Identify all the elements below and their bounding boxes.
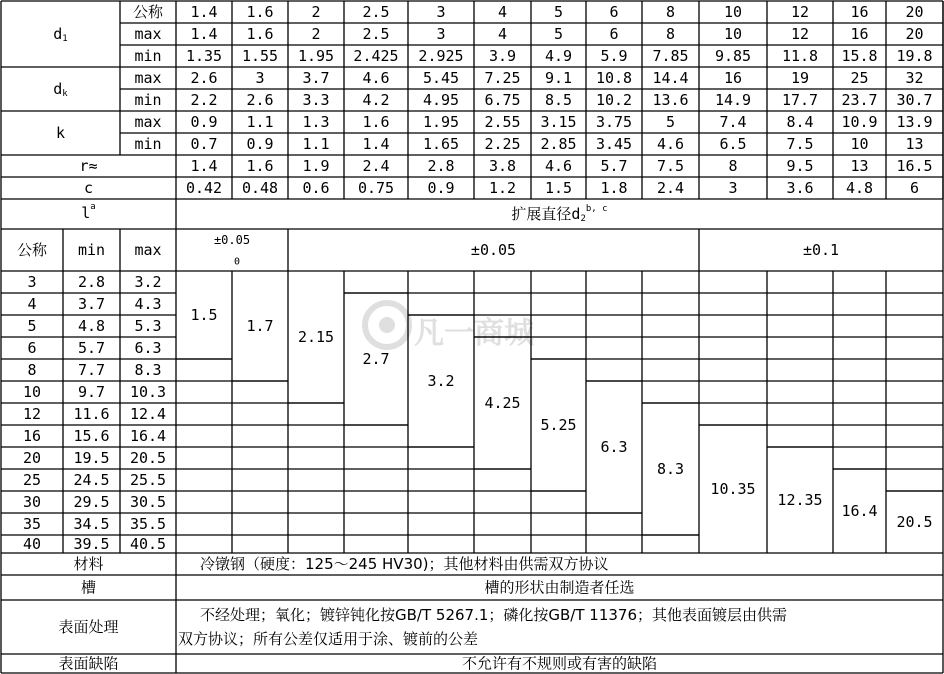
k-max-cell: 2.55	[484, 113, 521, 131]
k-max-cell: 3.75	[595, 113, 633, 131]
sub-label-3: max	[134, 69, 162, 87]
d2-value: 5.25	[540, 416, 577, 434]
d1-nominal-cell: 10	[723, 3, 743, 21]
dk-min-cell: 17.7	[781, 91, 819, 109]
d1-label: $d_1$	[53, 25, 68, 44]
c-value-cell: 1.8	[600, 179, 628, 197]
d1-min-cell: 4.9	[544, 47, 573, 65]
k-max-cell: 10.9	[841, 113, 878, 131]
watermark-text: 凡一商城	[414, 316, 534, 351]
l-max-cell: 4.3	[134, 295, 162, 313]
d1-max-cell: 4	[497, 25, 508, 43]
l-nominal-cell: 16	[22, 427, 42, 445]
c-value-cell: 3	[728, 179, 738, 197]
dk-min-cell: 14.9	[714, 91, 752, 109]
l-max-cell: 25.5	[129, 471, 167, 489]
r-value-cell: 1.6	[246, 157, 274, 175]
dk-min-cell: 2.6	[246, 91, 274, 109]
l-max-cell: 8.3	[134, 361, 162, 379]
d1-max-cell: 6	[609, 25, 619, 43]
d2-value: 1.5	[190, 306, 218, 324]
dk-max-cell: 10.8	[595, 69, 633, 87]
d1-max-cell: 2.5	[362, 25, 390, 43]
d1-nominal-cell: 2.5	[362, 3, 390, 21]
l-nominal-cell: 8	[27, 361, 37, 379]
l-min-cell: 24.5	[73, 471, 110, 489]
d2-value: 16.4	[841, 502, 878, 520]
c-value-cell: 0.6	[302, 179, 330, 197]
l-max-cell: 10.3	[129, 383, 167, 401]
dk-max-cell: 25	[850, 69, 869, 87]
dk-label: $d_k$	[53, 80, 68, 99]
c-value-cell: 1.5	[544, 179, 573, 197]
dk-min-cell: 8.5	[544, 91, 573, 109]
k-min-cell: 7.5	[786, 135, 814, 153]
d1-max-cell: 20	[905, 25, 924, 43]
r-value-cell: 8	[728, 157, 738, 175]
dk-min-cell: 4.95	[422, 91, 460, 109]
d2-value: 2.15	[297, 328, 335, 346]
c-label: c	[83, 179, 94, 197]
l-max-header: max	[134, 241, 162, 259]
sub-label-4: min	[134, 91, 162, 109]
c-value-cell: 6	[909, 179, 920, 197]
l-min-cell: 29.5	[73, 493, 110, 511]
d1-max-cell: 1.4	[190, 25, 218, 43]
surface-label: 表面处理	[58, 618, 119, 636]
c-value-cell: 0.9	[427, 179, 455, 197]
k-max-cell: 5	[665, 113, 676, 131]
r-label: r≈	[79, 157, 98, 175]
dk-max-cell: 9.1	[544, 69, 573, 87]
l-nominal-cell: 10	[22, 383, 42, 401]
tol-first-line2: 0	[233, 256, 241, 268]
dk-min-cell: 10.2	[595, 91, 633, 109]
dk-min-cell: 4.2	[362, 91, 390, 109]
l-nominal-cell: 12	[22, 405, 42, 423]
d2-value: 2.7	[362, 350, 390, 368]
k-min-cell: 1.4	[362, 135, 390, 153]
d1-max-cell: 1.6	[246, 25, 274, 43]
d1-max-cell: 16	[850, 25, 869, 43]
k-max-cell: 1.95	[422, 113, 460, 131]
dk-max-cell: 14.4	[652, 69, 689, 87]
d1-min-cell: 19.8	[896, 47, 933, 65]
d2-value: 8.3	[656, 460, 685, 478]
l-max-cell: 6.3	[134, 339, 162, 357]
c-value-cell: 4.8	[845, 179, 874, 197]
l-nominal-cell: 5	[27, 317, 37, 335]
l-min-cell: 39.5	[73, 535, 110, 553]
k-max-cell: 7.4	[719, 113, 747, 131]
l-max-cell: 16.4	[129, 427, 167, 445]
d2-value: 3.2	[427, 372, 455, 390]
l-max-cell: 12.4	[129, 405, 167, 423]
r-value-cell: 13	[850, 157, 869, 175]
dk-min-cell: 3.3	[302, 91, 330, 109]
dk-min-cell: 13.6	[652, 91, 689, 109]
dk-min-cell: 6.75	[484, 91, 521, 109]
sub-label-0: 公称	[132, 3, 164, 21]
l-nominal-cell: 35	[22, 515, 42, 533]
d1-nominal-cell: 4	[497, 3, 508, 21]
dk-max-cell: 2.6	[190, 69, 218, 87]
d1-nominal-cell: 6	[609, 3, 619, 21]
d1-max-cell: 8	[665, 25, 676, 43]
c-value-cell: 0.48	[241, 179, 279, 197]
surface-text-line1: 不经处理；氧化；镀锌钝化按GB/T 5267.1；磷化按GB/T 11376；其他表面镀层由供需	[200, 606, 788, 624]
tol-first: ±0.05	[213, 233, 251, 247]
dk-max-cell: 19	[790, 69, 810, 87]
table-cells	[17, 3, 933, 673]
k-max-cell: 3.15	[540, 113, 577, 131]
d1-min-cell: 1.35	[185, 47, 223, 65]
l-nominal-cell: 3	[27, 273, 37, 291]
d2-value: 20.5	[896, 513, 933, 531]
r-value-cell: 16.5	[896, 157, 933, 175]
k-min-cell: 6.5	[719, 135, 747, 153]
d1-nominal-cell: 1.6	[246, 3, 274, 21]
d1-min-cell: 2.925	[418, 47, 464, 65]
d1-min-cell: 7.85	[652, 47, 689, 65]
d1-min-cell: 5.9	[600, 47, 628, 65]
r-value-cell: 3.8	[488, 157, 517, 175]
l-nominal-cell: 4	[27, 295, 37, 313]
material-label: 材料	[73, 555, 104, 573]
d2-header: 扩展直径$d_2^{b, c}$	[511, 204, 608, 224]
d2-value: 1.7	[246, 317, 274, 335]
c-value-cell: 0.75	[357, 179, 395, 197]
l-nominal-cell: 30	[22, 493, 42, 511]
l-nominal-cell: 20	[22, 449, 42, 467]
d1-max-cell: 3	[436, 25, 446, 43]
d2-value: 6.3	[600, 438, 628, 456]
k-min-cell: 0.7	[190, 135, 218, 153]
l-max-cell: 35.5	[129, 515, 167, 533]
k-max-cell: 8.4	[786, 113, 814, 131]
dk-max-cell: 16	[723, 69, 743, 87]
d1-nominal-cell: 12	[790, 3, 810, 21]
l-min-cell: 9.7	[77, 383, 106, 401]
r-value-cell: 2.8	[427, 157, 455, 175]
r-value-cell: 9.5	[786, 157, 814, 175]
d1-min-cell: 9.85	[714, 47, 752, 65]
sub-label-5: max	[134, 113, 162, 131]
l-min-cell: 2.8	[77, 273, 106, 291]
k-min-cell: 4.6	[656, 135, 685, 153]
dk-max-cell: 3	[255, 69, 265, 87]
d1-min-cell: 1.95	[297, 47, 335, 65]
k-min-cell: 2.85	[540, 135, 577, 153]
d1-nominal-cell: 2	[311, 3, 321, 21]
dk-min-cell: 30.7	[896, 91, 933, 109]
l-min-cell: 3.7	[77, 295, 106, 313]
dk-max-cell: 3.7	[302, 69, 330, 87]
sub-label-2: min	[134, 47, 162, 65]
d2-value: 12.35	[777, 491, 823, 509]
k-max-cell: 13.9	[896, 113, 933, 131]
k-min-cell: 0.9	[246, 135, 274, 153]
defect-label: 表面缺陷	[58, 654, 119, 673]
k-min-cell: 3.45	[595, 135, 633, 153]
d1-max-cell: 5	[553, 25, 564, 43]
l-label: $l^a$	[81, 202, 96, 222]
c-value-cell: 1.2	[488, 179, 517, 197]
k-max-cell: 1.6	[362, 113, 390, 131]
dk-max-cell: 7.25	[484, 69, 521, 87]
r-value-cell: 2.4	[362, 157, 390, 175]
k-max-cell: 1.3	[302, 113, 330, 131]
k-max-cell: 1.1	[246, 113, 274, 131]
d1-nominal-cell: 3	[436, 3, 446, 21]
tol-middle: ±0.05	[470, 241, 517, 259]
r-value-cell: 1.4	[190, 157, 218, 175]
d2-value: 10.35	[710, 480, 756, 498]
surface-text-line2: 双方协议；所有公差仅适用于涂、镀前的公差	[178, 630, 479, 648]
r-value-cell: 7.5	[656, 157, 685, 175]
l-max-cell: 5.3	[134, 317, 162, 335]
c-value-cell: 2.4	[656, 179, 685, 197]
d1-min-cell: 11.8	[781, 47, 819, 65]
l-min-cell: 7.7	[77, 361, 106, 379]
k-max-cell: 0.9	[190, 113, 218, 131]
l-max-cell: 30.5	[129, 493, 167, 511]
sub-label-6: min	[134, 135, 162, 153]
c-value-cell: 0.42	[185, 179, 223, 197]
l-min-cell: 19.5	[73, 449, 110, 467]
l-min-header: min	[77, 241, 106, 259]
k-label: k	[55, 124, 66, 142]
k-min-cell: 2.25	[484, 135, 521, 153]
l-nominal-cell: 25	[22, 471, 42, 489]
d1-min-cell: 3.9	[488, 47, 517, 65]
k-min-cell: 10	[850, 135, 869, 153]
d1-max-cell: 10	[723, 25, 743, 43]
l-max-cell: 40.5	[129, 535, 167, 553]
material-text: 冷镦钢（硬度：125～245 HV30)；其他材料由供需双方协议	[200, 555, 609, 573]
l-nominal-cell: 6	[27, 339, 37, 357]
d1-nominal-cell: 20	[905, 3, 924, 21]
groove-text: 槽的形状由制造者任选	[484, 578, 635, 597]
d1-min-cell: 2.425	[353, 47, 399, 65]
d1-nominal-cell: 8	[665, 3, 676, 21]
d1-nominal-cell: 1.4	[190, 3, 218, 21]
d1-nominal-cell: 16	[850, 3, 869, 21]
d1-min-cell: 1.55	[241, 47, 279, 65]
r-value-cell: 5.7	[600, 157, 628, 175]
d1-max-cell: 12	[790, 25, 810, 43]
dk-min-cell: 2.2	[190, 91, 218, 109]
r-value-cell: 1.9	[302, 157, 330, 175]
groove-label: 槽	[80, 578, 97, 597]
defect-text: 不允许有不规则或有害的缺陷	[461, 654, 658, 673]
l-nominal-header: 公称	[16, 241, 48, 259]
l-min-cell: 34.5	[73, 515, 110, 533]
l-nominal-cell: 40	[22, 535, 42, 553]
k-min-cell: 1.1	[302, 135, 330, 153]
d2-value: 4.25	[484, 394, 521, 412]
l-min-cell: 15.6	[73, 427, 110, 445]
l-min-cell: 4.8	[77, 317, 106, 335]
dk-max-cell: 32	[905, 69, 924, 87]
l-min-cell: 11.6	[73, 405, 110, 423]
l-max-cell: 3.2	[134, 273, 162, 291]
d1-min-cell: 15.8	[841, 47, 878, 65]
l-min-cell: 5.7	[77, 339, 106, 357]
tol-last: ±0.1	[802, 241, 840, 259]
dk-max-cell: 4.6	[362, 69, 390, 87]
d1-nominal-cell: 5	[553, 3, 564, 21]
l-max-cell: 20.5	[129, 449, 167, 467]
k-min-cell: 1.65	[422, 135, 460, 153]
dk-max-cell: 5.45	[422, 69, 460, 87]
c-value-cell: 3.6	[786, 179, 814, 197]
dk-min-cell: 23.7	[841, 91, 878, 109]
sub-label-1: max	[134, 25, 162, 43]
r-value-cell: 4.6	[544, 157, 573, 175]
d1-max-cell: 2	[311, 25, 321, 43]
k-min-cell: 13	[905, 135, 924, 153]
